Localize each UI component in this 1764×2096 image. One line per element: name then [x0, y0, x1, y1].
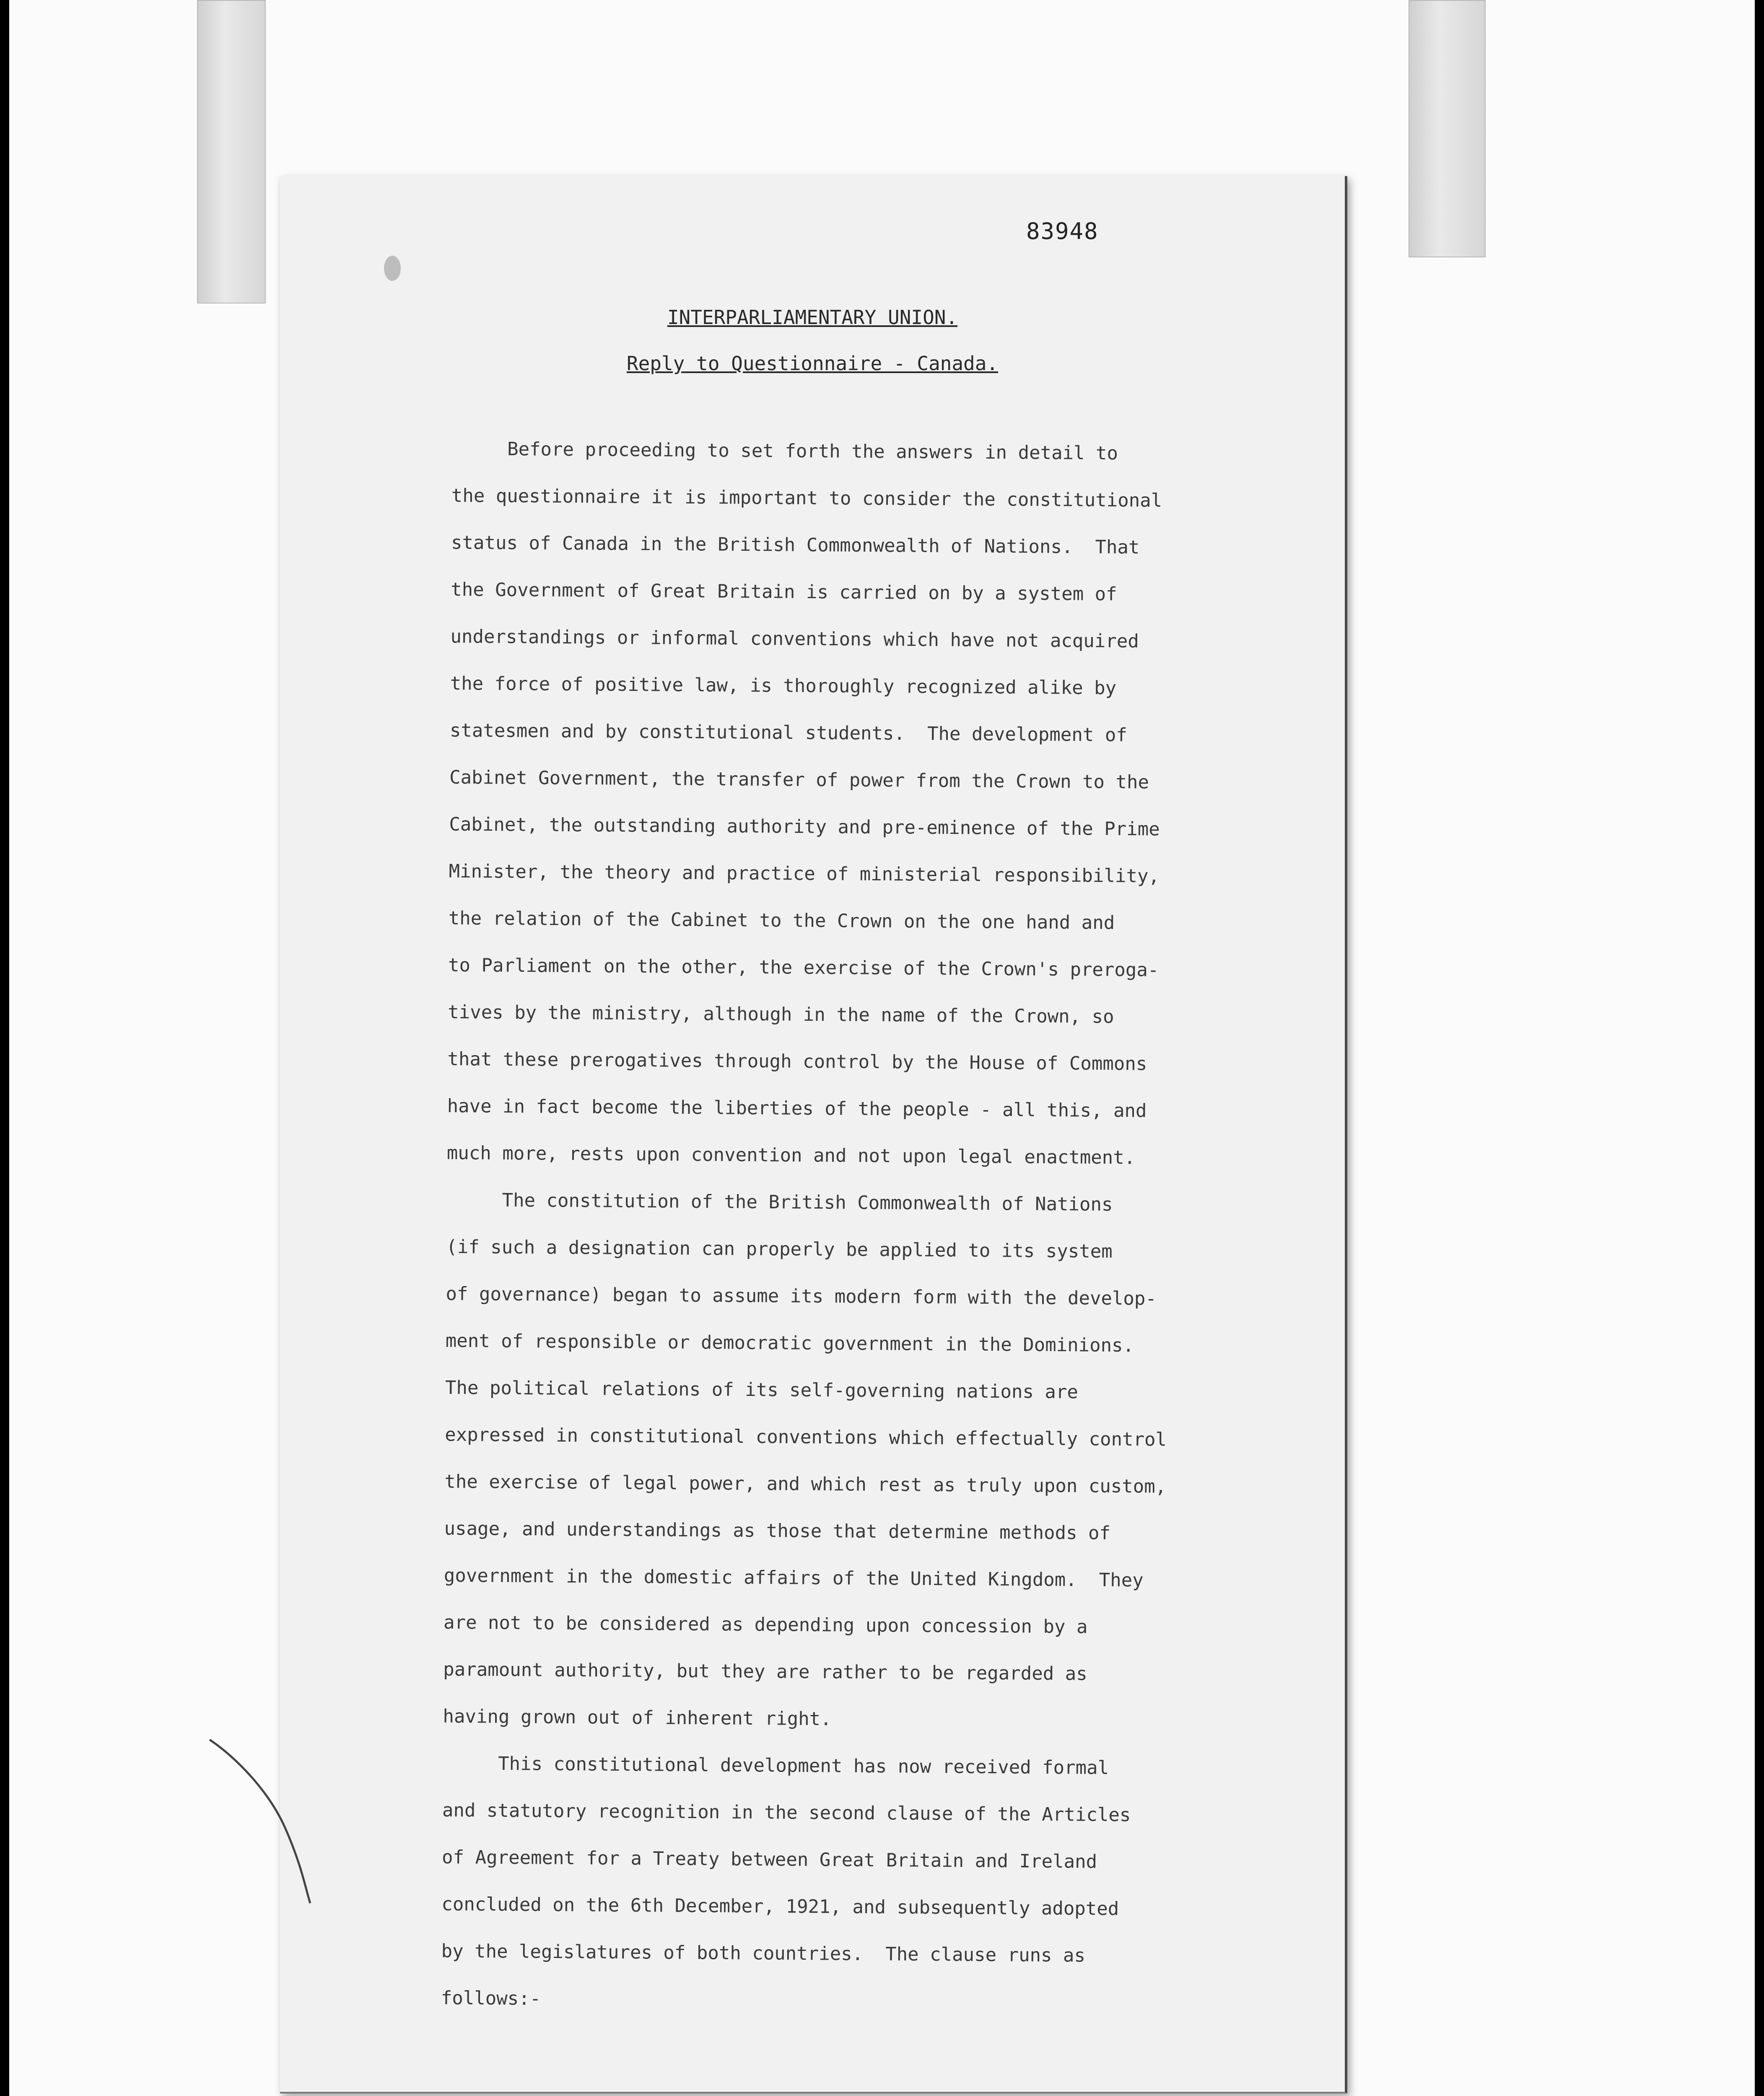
punch-hole [384, 256, 401, 281]
body-line: The political relations of its self-governing nations are [445, 1377, 1079, 1403]
body-line: to Parliament on the other, the exercise of the Crown's preroga- [448, 954, 1159, 981]
body-line: statesmen and by constitutional students. The development of [449, 719, 1127, 746]
body-line: government in the domestic affairs of the United Kingdom. They [444, 1564, 1144, 1591]
body-line: by the legislatures of both countries. The clause runs as [441, 1940, 1086, 1966]
body-line: status of Canada in the British Commonwealth of Nations. That [451, 532, 1140, 558]
body-line: the relation of the Cabinet to the Crown on the one hand and [448, 907, 1115, 934]
body-line: have in fact become the liberties of the people - all this, and [447, 1095, 1147, 1122]
body-line: the Government of Great Britain is carried on by a system of [451, 578, 1117, 605]
document-subtitle: Reply to Questionnaire - Canada. [626, 352, 999, 375]
body-line: Cabinet, the outstanding authority and pre-eminence of the Prime [449, 813, 1160, 840]
tape-strip [197, 0, 266, 304]
body-line: follows:- [441, 1987, 541, 2010]
document-number: 83948 [1026, 218, 1099, 244]
body-line: paramount authority, but they are rather to be regarded as [443, 1658, 1087, 1685]
body-line: Before proceeding to set forth the answers in detail to [451, 438, 1118, 464]
body-line: understandings or informal conventions which have not acquired [450, 625, 1139, 652]
body-line: (if such a designation can properly be applied to its system [446, 1236, 1113, 1263]
body-line: tives by the ministry, although in the name of the Crown, so [448, 1001, 1114, 1028]
body-line: The constitution of the British Commonwealth of Nations [446, 1189, 1113, 1216]
film-edge-left [0, 0, 9, 2096]
body-line: having grown out of inherent right. [443, 1705, 832, 1730]
body-line: usage, and understandings as those that determine methods of [444, 1518, 1111, 1544]
body-line: ment of responsible or democratic government in the Dominions. [445, 1330, 1134, 1357]
film-edge-right [1755, 0, 1764, 2096]
pen-stroke-mark [201, 1731, 327, 1907]
body-line: Minister, the theory and practice of ministerial responsibility, [449, 860, 1160, 887]
tape-strip [1409, 0, 1486, 257]
body-line: much more, rests upon convention and not upon legal enactment. [446, 1142, 1136, 1169]
body-line: Cabinet Government, the transfer of power from the Crown to the [449, 766, 1149, 793]
document-sheet [280, 176, 1347, 2093]
body-line: and statutory recognition in the second clause of the Articles [442, 1799, 1131, 1826]
document-title: INTERPARLIAMENTARY UNION. [667, 306, 958, 329]
body-line: expressed in constitutional conventions which effectually control [445, 1424, 1167, 1450]
body-line: the exercise of legal power, and which rest as truly upon custom, [444, 1471, 1167, 1497]
body-line: of Agreement for a Treaty between Great Britain and Ireland [441, 1846, 1097, 1873]
body-line: the questionnaire it is important to consider the constitutional [451, 485, 1162, 511]
body-line: the force of positive law, is thoroughly recognized alike by [450, 672, 1117, 699]
body-line: This constitutional development has now received formal [442, 1752, 1109, 1779]
body-line: of governance) began to assume its modern form with the develop- [446, 1283, 1157, 1310]
document-body [441, 425, 1328, 2028]
body-line: are not to be considered as depending upon concession by a [443, 1611, 1088, 1638]
body-line: concluded on the 6th December, 1921, and subsequently adopted [441, 1893, 1119, 1920]
body-line: that these prerogatives through control by the House of Commons [447, 1048, 1147, 1075]
